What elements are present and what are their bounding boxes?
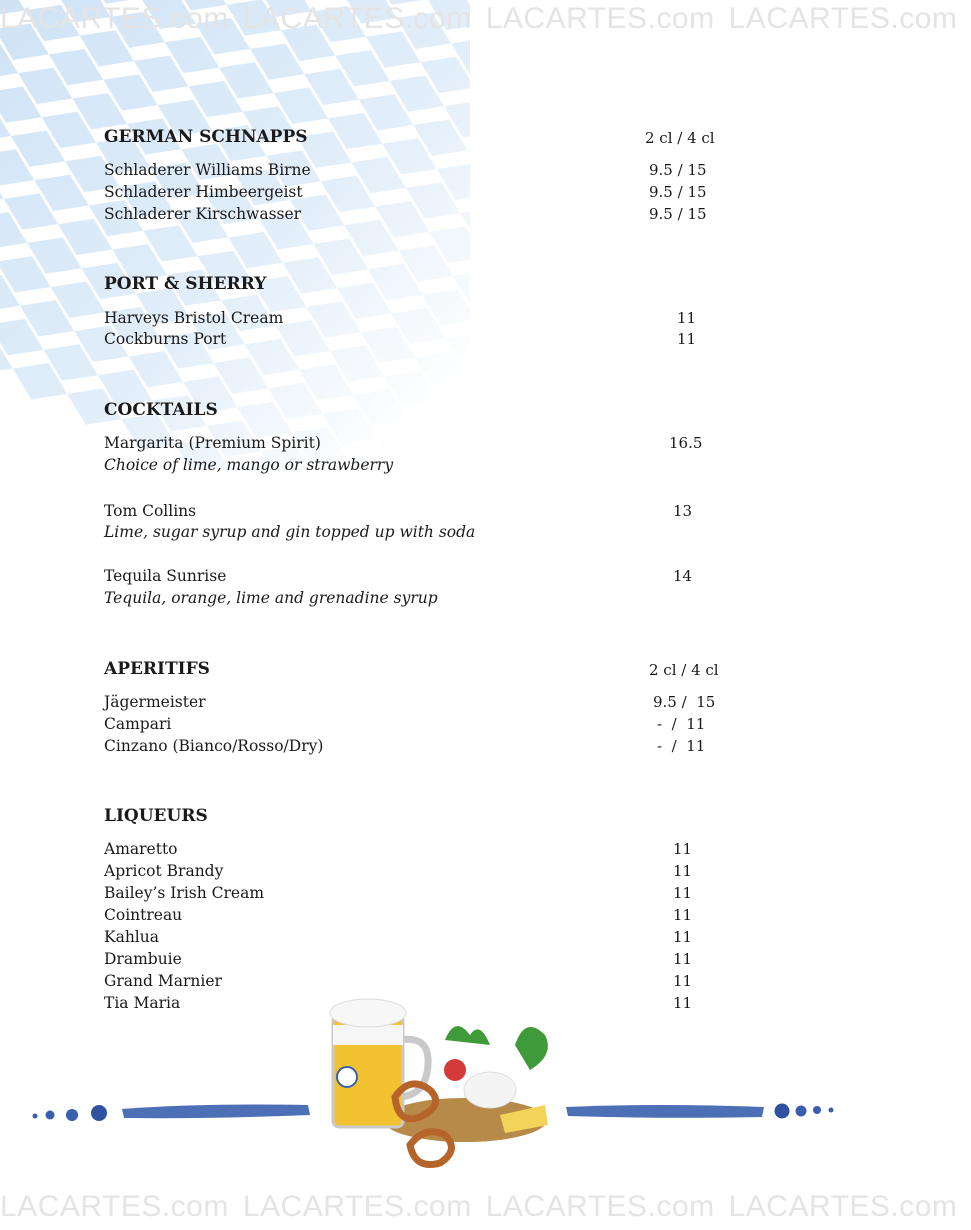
item-name: Drambuie	[104, 950, 182, 968]
item-price: 16.5	[669, 434, 703, 452]
item-price: 14	[673, 567, 693, 585]
section-title-aperitifs: APERITIFS	[104, 659, 210, 679]
decor-dot	[66, 1109, 78, 1121]
menu-item	[104, 715, 744, 737]
menu-item	[104, 928, 744, 950]
item-price: 9.5 / 15	[649, 183, 707, 201]
item-name: Margarita (Premium Spirit)	[104, 434, 321, 452]
item-description: Tequila, orange, lime and grenadine syrup	[104, 589, 438, 607]
section-title-schnapps: GERMAN SCHNAPPS	[104, 127, 308, 147]
brush-stroke-right	[566, 1105, 764, 1118]
item-name: Grand Marnier	[104, 972, 222, 990]
unit-label-aperitifs: 2 cl / 4 cl	[649, 661, 719, 679]
item-price: 11	[677, 330, 697, 348]
item-name: Tia Maria	[104, 994, 181, 1012]
section-title-cocktails: COCKTAILS	[104, 400, 218, 420]
item-price: 11	[673, 862, 693, 880]
menu-item	[104, 950, 744, 972]
watermark-top: LACARTES.com LACARTES.com LACARTES.com LACARTES.com	[0, 2, 958, 35]
menu-item	[104, 693, 744, 715]
menu-item	[104, 205, 744, 227]
menu-item	[104, 161, 744, 183]
menu-item	[104, 862, 744, 884]
item-name: Schladerer Kirschwasser	[104, 205, 302, 223]
menu-item	[104, 906, 744, 928]
menu-item	[104, 884, 744, 906]
item-description: Lime, sugar syrup and gin topped up with soda	[104, 523, 476, 541]
item-name: Jägermeister	[104, 693, 206, 711]
menu-item	[104, 737, 744, 759]
menu-item	[104, 502, 744, 524]
footer-illustration	[0, 985, 870, 1185]
item-price: - / 11	[657, 737, 706, 755]
item-name: Schladerer Himbeergeist	[104, 183, 303, 201]
decor-dot	[829, 1108, 834, 1113]
menu-item	[104, 330, 744, 352]
decor-dot	[33, 1114, 38, 1119]
item-price: 11	[673, 928, 693, 946]
item-name: Apricot Brandy	[104, 862, 224, 880]
item-price: 11	[673, 906, 693, 924]
item-name: Schladerer Williams Birne	[104, 161, 311, 179]
item-name: Cointreau	[104, 906, 183, 924]
diamond-tile	[548, 604, 619, 666]
item-description: Choice of lime, mango or strawberry	[104, 456, 394, 474]
decor-dot	[775, 1104, 790, 1119]
brush-stroke-left	[122, 1105, 310, 1119]
bavarian-diamond-pattern	[0, 0, 470, 470]
section-title-port: PORT & SHERRY	[104, 274, 267, 294]
menu-item	[104, 183, 744, 205]
item-price: 9.5 / 15	[649, 161, 707, 179]
menu-item	[104, 309, 744, 331]
menu-item	[104, 840, 744, 862]
menu-item	[104, 434, 744, 456]
item-price: 9.5 / 15	[653, 693, 716, 711]
radishes	[444, 1026, 548, 1108]
decor-dot	[796, 1106, 807, 1117]
item-name: Bailey’s Irish Cream	[104, 884, 265, 902]
item-price: 11	[673, 994, 693, 1012]
item-price: 11	[673, 884, 693, 902]
item-price: 9.5 / 15	[649, 205, 707, 223]
decor-dot	[813, 1106, 821, 1114]
item-price: 11	[673, 950, 693, 968]
section-title-liqueurs: LIQUEURS	[104, 806, 208, 826]
item-name: Harveys Bristol Cream	[104, 309, 284, 327]
item-price: 11	[677, 309, 697, 327]
unit-label-schnapps: 2 cl / 4 cl	[645, 129, 715, 147]
item-price: 11	[673, 972, 693, 990]
item-price: 11	[673, 840, 693, 858]
item-price: - / 11	[657, 715, 706, 733]
item-name: Tequila Sunrise	[104, 567, 227, 585]
item-price: 13	[673, 502, 693, 520]
decor-dot	[46, 1111, 55, 1120]
item-name: Amaretto	[104, 840, 178, 858]
item-name: Tom Collins	[104, 502, 197, 520]
menu-item	[104, 567, 744, 589]
item-name: Cinzano (Bianco/Rosso/Dry)	[104, 737, 324, 755]
item-name: Campari	[104, 715, 172, 733]
watermark-bottom: LACARTES.com LACARTES.com LACARTES.com LACARTES.com	[0, 1190, 958, 1223]
item-name: Cockburns Port	[104, 330, 227, 348]
decor-dot	[91, 1105, 107, 1121]
item-name: Kahlua	[104, 928, 159, 946]
